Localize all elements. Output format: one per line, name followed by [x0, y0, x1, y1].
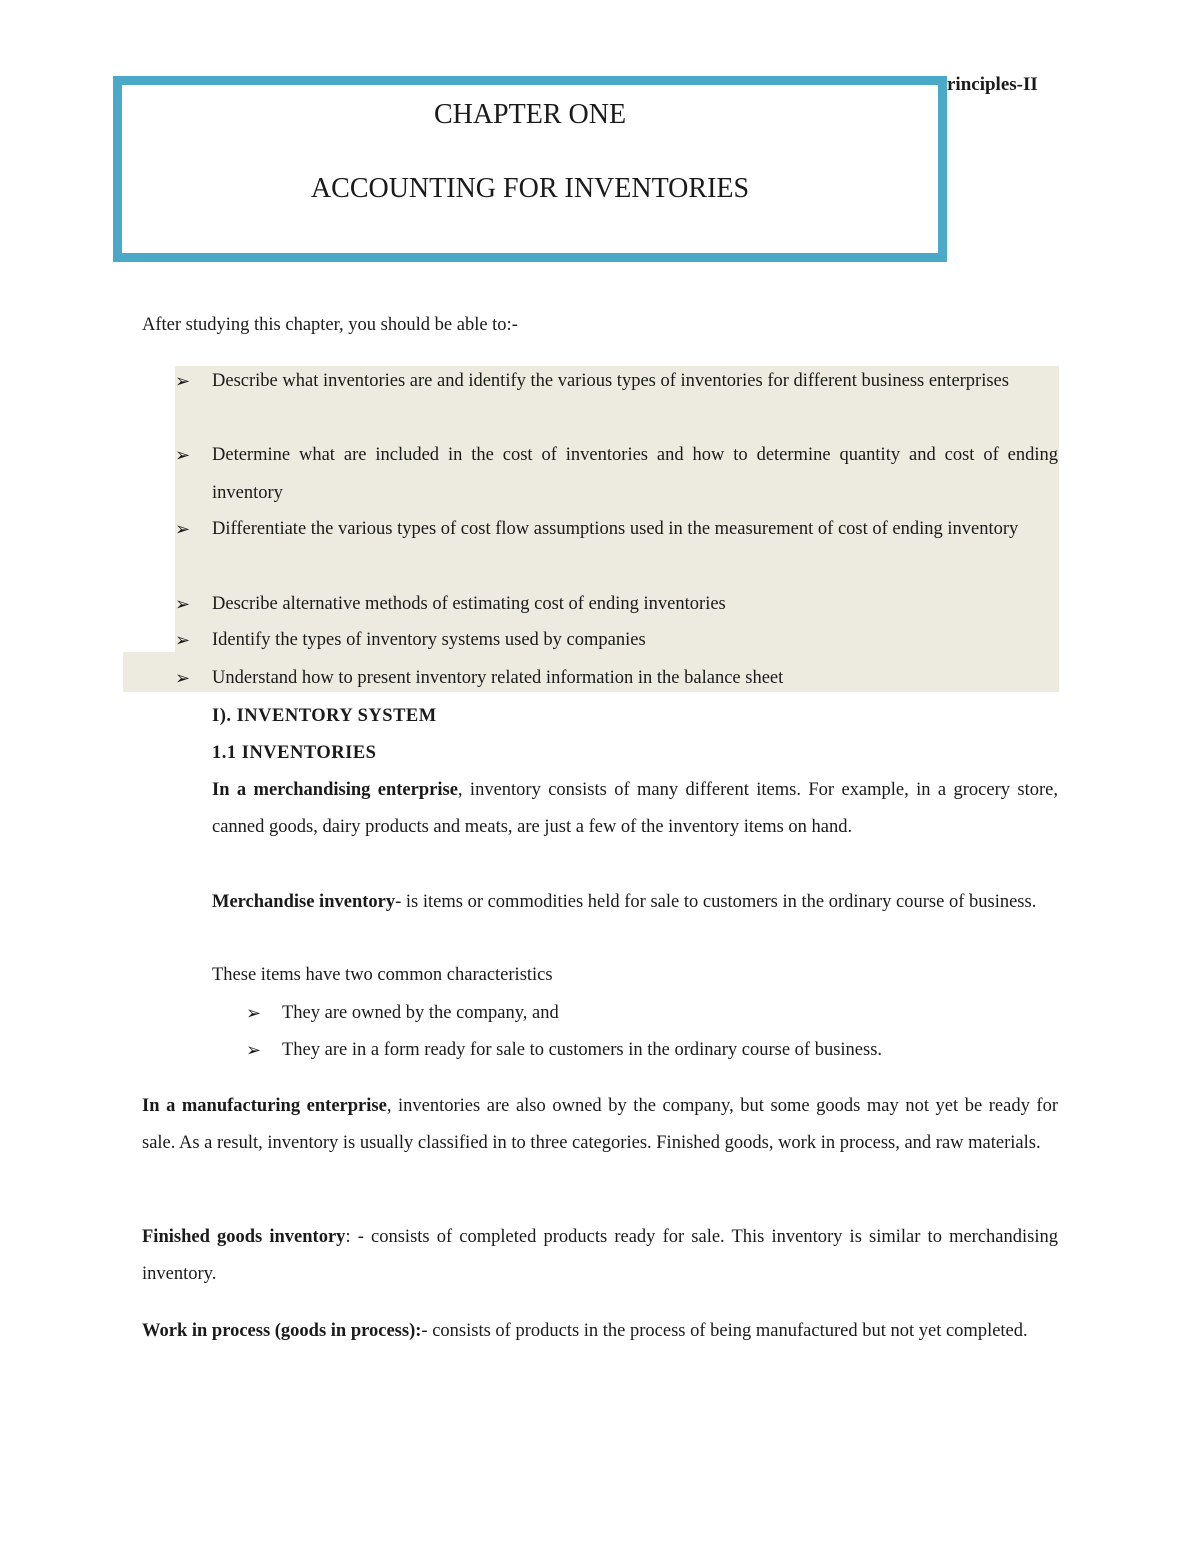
characteristic-item: They are in a form ready for sale to customers in the ordinary course of business. — [282, 1040, 883, 1060]
highlight-gap — [123, 366, 175, 652]
merchandise-inventory-term: Merchandise inventory — [212, 892, 396, 912]
manufacturing-text: , inventories are also owned by the company, but some goods may not yet be ready for sale. As a result, inventory is usually classified in to three categories. Finished goods, work in process, and raw materials. — [142, 1096, 1059, 1153]
chapter-number: CHAPTER ONE — [433, 99, 627, 130]
characteristic-item: They are owned by the company, and — [282, 1003, 559, 1023]
work-in-process-paragraph — [142, 1313, 1058, 1350]
manufacturing-paragraph — [142, 1088, 1058, 1162]
work-in-process-term: Work in process (goods in process): — [142, 1321, 422, 1341]
bullet-arrow-icon: ➢ — [175, 519, 191, 539]
bullet-arrow-icon: ➢ — [175, 371, 191, 391]
finished-goods-term: Finished goods inventory — [142, 1227, 346, 1247]
bullet-arrow-icon: ➢ — [175, 668, 191, 688]
merchandise-inventory-paragraph — [212, 884, 1058, 921]
objective-item: Describe alternative methods of estimating cost of ending inventories — [212, 594, 726, 614]
bullet-arrow-icon: ➢ — [175, 594, 191, 614]
finished-goods-paragraph — [142, 1219, 1058, 1293]
subsection-heading: 1.1 INVENTORIES — [212, 743, 377, 763]
finished-goods-text: : - consists of completed products ready for sale. This inventory is similar to merchandising inventory. — [142, 1227, 1058, 1284]
manufacturing-term: In a manufacturing enterprise — [142, 1096, 387, 1116]
work-in-process-text: - consists of products in the process of being manufactured but not yet completed. — [421, 1321, 1028, 1341]
running-header: rinciples-II — [947, 74, 1038, 95]
bullet-arrow-icon: ➢ — [175, 445, 191, 465]
chapter-title-box — [113, 76, 947, 262]
objective-item: Identify the types of inventory systems used by companies — [212, 630, 646, 650]
section-heading: I). INVENTORY SYSTEM — [212, 706, 437, 726]
bullet-arrow-icon: ➢ — [175, 630, 191, 650]
objective-item: Determine what are included in the cost of inventories and how to determine quantity and cost of ending inventory — [212, 445, 1058, 503]
merchandising-term: In a merchandising enterprise — [212, 780, 458, 800]
bullet-arrow-icon: ➢ — [246, 1040, 262, 1060]
objective-item: Understand how to present inventory related information in the balance sheet — [212, 668, 784, 688]
bullet-arrow-icon: ➢ — [246, 1003, 262, 1023]
chapter-title: ACCOUNTING FOR INVENTORIES — [310, 173, 750, 204]
merchandise-inventory-text: - is items or commodities held for sale to customers in the ordinary course of business. — [395, 892, 1037, 912]
objective-item: Differentiate the various types of cost flow assumptions used in the measurement of cost of ending inventory — [212, 519, 1019, 539]
characteristics-intro: These items have two common characteristics — [212, 965, 553, 985]
intro-text: After studying this chapter, you should be able to:- — [142, 315, 518, 335]
objective-item: Describe what inventories are and identify the various types of inventories for different business enterprises — [212, 371, 1009, 391]
merchandising-paragraph — [212, 772, 1058, 846]
merchandising-text: , inventory consists of many different items. For example, in a grocery store, canned goods, dairy products and meats, are just a few of the inventory items on hand. — [212, 780, 1058, 837]
